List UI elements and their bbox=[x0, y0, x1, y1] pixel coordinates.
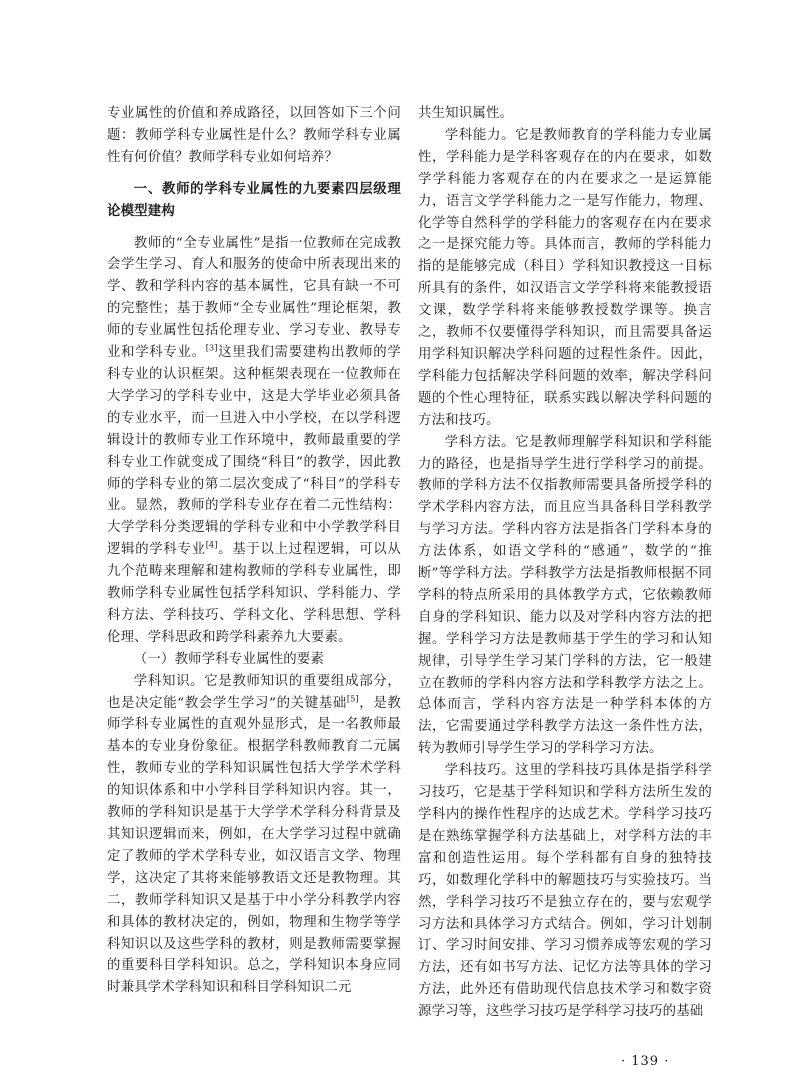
citation-ref: [5] bbox=[346, 694, 359, 704]
citation-ref: [4] bbox=[205, 540, 218, 550]
section-heading: 一、教师的学科专业属性的九要素四层级理论模型建构 bbox=[107, 181, 401, 219]
paragraph-continuation: 共生知识属性。 bbox=[418, 106, 514, 121]
paragraph-full-professional: 教师的“全专业属性”是指一位教师在完成教会学生学习、育人和服务的使命中所表现出来的学、教和学科内容的基本属性，它具有缺一不可的完整性；基于教师“全专业属性”理论框架，教师的专业属性包括伦理专业、学习专业、教导专业和学科专业。[3]这里我们需要建构出教师的学科专业的认识框架。这种框架表现在一位教师在大学学习的学科专业中，这是大学毕业必须具备的专业水平，而一旦进入中小学校，在以学科逻辑设计的教师专业工作环境中，教师最重要的学科专业工作就变成了围绕“科目”的教学，因此教师的学科专业的第二层次变成了“科目”的学科专业。显然，教师的学科专业存在着二元性结构：大学学科分类逻辑的学科专业和中小学教学科目逻辑的学科专业[4]。基于以上过程逻辑，可以从九个范畴来理解和建构教师的学科专业属性，即教师学科专业属性包括学科知识、学科能力、学科方法、学科技巧、学科文化、学科思想、学科伦理、学科思政和跨学科素养九大要素。 bbox=[107, 235, 401, 645]
citation-ref: [3] bbox=[205, 343, 218, 353]
paragraph-subject-skill: 学科技巧。这里的学科技巧具体是指学科学习技巧，它是基于学科知识和学科方法所生发的学科内的操作性程序的达成艺术。学科学习技巧是在熟练掌握学科方法基础上，对学科方法的丰富和创造性运用。每个学科都有自身的独特技巧，如数理化学科中的解题技巧与实验技巧。当然，学科学习技巧不是独立存在的，要与宏观学习方法和具体学习方式结合。例如，学习计划制订、学习时间安排、学习习惯养成等宏观的学习方法，还有如书写方法、记忆方法等具体的学习方法，此外还有借助现代信息技术学习和数字资源学习等，这些学习技巧是学科学习技巧的基础 bbox=[418, 763, 712, 1020]
left-column bbox=[107, 103, 401, 999]
paragraph-continuation: 专业属性的价值和养成路径，以回答如下三个问题：教师学科专业属性是什么？教师学科专业属性有何价值？教师学科专业如何培养？ bbox=[107, 106, 401, 165]
page-number: · 139 · bbox=[621, 1054, 670, 1069]
paragraph-subject-knowledge: 学科知识。它是教师知识的重要组成部分，也是决定能“教会学生学习”的关键基础[5]，是教师学科专业属性的直观外显形式，是一名教师最基本的专业身份象征。根据学科教师教育二元属性，教师专业的学科知识属性包括大学学术学科的知识体系和中小学科目学科知识内容。其一，教师的学科知识是基于大学学术学科分科背景及其知识逻辑而来，例如，在大学学习过程中就确定了教师的学术学科专业，如汉语言文学、物理学，这决定了其将来能够教语文还是教物理。其二，教师学科知识又是基于中小学分科教学内容和具体的教材决定的，例如，物理和生物学等学科知识以及这些学科的教材，则是教师需要掌握的重要科目学科知识。总之，学科知识本身应同时兼具学术学科知识和科目学科知识二元 bbox=[107, 673, 401, 996]
paragraph-subject-method: 学科方法。它是教师理解学科知识和学科能力的路径，也是指导学生进行学科学习的前提。教师的学科方法不仅指教师需要具备所授学科的学术学科内容方法，而且应当具备科目学科教学与学习方法。学科内容方法是指各门学科本身的方法体系，如语文学科的“感通”，数学的“推断”等学科方法。学科教学方法是指教师根据不同学科的特点所采用的具体教学方式，它依赖教师自身的学科知识、能力以及对学科内容方法的把握。学科学习方法是教师基于学生的学习和认知规律，引导学生学习某门学科的方法，它一般建立在教师的学科内容方法和学科教学方法之上。总体而言，学科内容方法是一种学科本体的方法，它需要通过学科教学方法这一条件性方法，转为教师引导学生学习的学科学习方法。 bbox=[418, 434, 712, 757]
subsection-heading: （一）教师学科专业属性的要素 bbox=[133, 651, 325, 667]
right-column bbox=[418, 103, 712, 1023]
paragraph-subject-ability: 学科能力。它是教师教育的学科能力专业属性，学科能力是学科客观存在的内在要求，如数学学科能力客观存在的内在要求之一是运算能力，语言文学学科能力之一是写作能力，物理、化学等自然科学的学科能力的客观存在内在要求之一是探究能力等。具体而言，教师的学科能力指的是能够完成（科目）学科知识教授这一目标所具有的条件，如汉语言文学学科将来能教授语文课，数学学科将来能够教授数学课等。换言之，教师不仅要懂得学科知识，而且需要具备运用学科知识解决学科问题的过程性条件。因此，学科能力包括解决学科问题的效率，解决学科问题的个性心理特征，联系实践以解决学科问题的方法和技巧。 bbox=[418, 127, 712, 428]
